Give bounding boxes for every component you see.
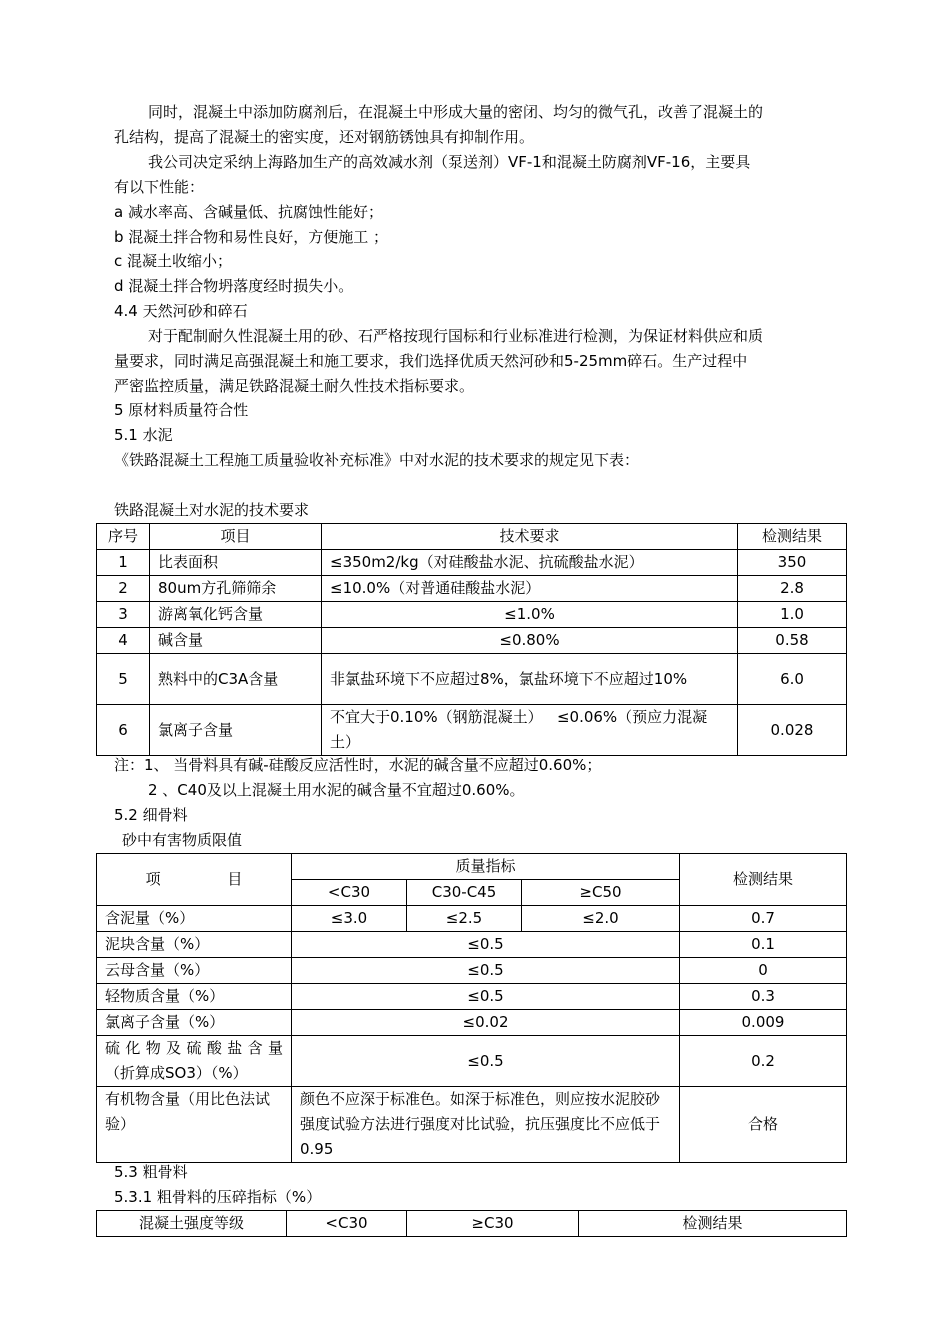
cell-result: 0.009	[680, 1010, 847, 1036]
cell-limit: ≤0.5	[292, 1036, 680, 1087]
section-heading-4-4: 4.4 天然河砂和碎石	[114, 302, 248, 320]
cell-result: 0.028	[738, 705, 847, 756]
section-heading-5: 5 原材料质量符合性	[114, 401, 249, 419]
table-row	[97, 958, 847, 984]
cement-requirements-table	[96, 523, 847, 756]
cell-item	[97, 1036, 292, 1087]
cell-item-line: （折算成SO3）（%）	[105, 1064, 248, 1082]
cell-limit: ≤0.5	[292, 958, 680, 984]
cell-no: 2	[97, 576, 150, 602]
table-row	[97, 576, 847, 602]
table-row	[97, 932, 847, 958]
cell-item: 云母含量（%）	[97, 958, 292, 984]
cell-item: 碱含量	[150, 628, 322, 654]
table-caption-sand: 砂中有害物质限值	[122, 831, 243, 849]
cell-item: 游离氧化钙含量	[150, 602, 322, 628]
cell-requirement: ≤0.80%	[322, 628, 738, 654]
cell-item: 泥块含量（%）	[97, 932, 292, 958]
list-item-d: d 混凝土拌合物坍落度经时损失小。	[114, 277, 354, 295]
section-heading-5-2: 5.2 细骨料	[114, 806, 188, 824]
cell-result: 0.58	[738, 628, 847, 654]
cell-no: 6	[97, 705, 150, 756]
header-cell: 项目	[150, 524, 322, 550]
cell-requirement: ≤1.0%	[322, 602, 738, 628]
table-caption-cement: 铁路混凝土对水泥的技术要求	[114, 501, 310, 519]
paragraph-line: 孔结构，提高了混凝土的密实度，还对钢筋锈蚀具有抑制作用。	[114, 128, 535, 146]
cell-result: 2.8	[738, 576, 847, 602]
paragraph-line: 《铁路混凝土工程施工质量验收补充标准》中对水泥的技术要求的规定见下表：	[114, 451, 640, 469]
grade-header: <C30	[292, 880, 407, 906]
table-row	[97, 654, 847, 705]
cell-result: 0.7	[680, 906, 847, 932]
sand-harmful-substance-table	[96, 853, 847, 1163]
cell-item: 轻物质含量（%）	[97, 984, 292, 1010]
header-cell: 技术要求	[322, 524, 738, 550]
cell-item: 氯离子含量	[150, 705, 322, 756]
cell-no: 4	[97, 628, 150, 654]
header-cell: 序号	[97, 524, 150, 550]
table-row	[97, 1010, 847, 1036]
cell-item-line: 硫化物及硫酸盐含量	[105, 1039, 283, 1057]
table-row	[97, 906, 847, 932]
header-item: 项 目	[97, 854, 292, 906]
table-row	[97, 1036, 847, 1087]
cell-item: 氯离子含量（%）	[97, 1010, 292, 1036]
cell-no: 1	[97, 550, 150, 576]
cell-limit: ≤0.5	[292, 984, 680, 1010]
header-cell: 检测结果	[738, 524, 847, 550]
list-item-b: b 混凝土拌合物和易性良好，方便施工 ；	[114, 228, 389, 246]
grade-header: ≥C50	[522, 880, 680, 906]
cell-item: 含泥量（%）	[97, 906, 292, 932]
paragraph-line: 对于配制耐久性混凝土用的砂、石严格按现行国标和行业标准进行检测，为保证材料供应和质	[148, 327, 764, 345]
header-cell: ≥C30	[407, 1211, 579, 1237]
cell-limit: ≤0.02	[292, 1010, 680, 1036]
table-row	[97, 1087, 847, 1163]
cell-value: ≤2.0	[522, 906, 680, 932]
cell-result: 1.0	[738, 602, 847, 628]
list-item-c: c 混凝土收缩小；	[114, 252, 233, 270]
paragraph-line: 我公司决定采纳上海路加生产的高效减水剂（泵送剂）VF-1和混凝土防腐剂VF-16，主要具	[148, 153, 751, 171]
list-item-a: a 减水率高、含碱量低、抗腐蚀性能好；	[114, 203, 383, 221]
cell-result: 6.0	[738, 654, 847, 705]
header-result: 检测结果	[680, 854, 847, 906]
table-row	[97, 602, 847, 628]
cell-value: ≤2.5	[407, 906, 522, 932]
paragraph-line: 量要求，同时满足高强混凝土和施工要求，我们选择优质天然河砂和5-25mm碎石。生产过程中	[114, 352, 748, 370]
table-row	[97, 550, 847, 576]
paragraph-line: 严密监控质量，满足铁路混凝土耐久性技术指标要求。	[114, 377, 475, 395]
cell-limit: ≤0.5	[292, 932, 680, 958]
cell-item: 80um方孔筛筛余	[150, 576, 322, 602]
cell-no: 3	[97, 602, 150, 628]
cell-value: ≤3.0	[292, 906, 407, 932]
header-quality: 质量指标	[292, 854, 680, 880]
cell-requirement: 不宜大于0.10%（钢筋混凝土） ≤0.06%（预应力混凝土）	[322, 705, 738, 756]
cell-item: 比表面积	[150, 550, 322, 576]
grade-header: C30-C45	[407, 880, 522, 906]
section-heading-5-3-1: 5.3.1 粗骨料的压碎指标（%）	[114, 1188, 322, 1206]
table-row	[97, 628, 847, 654]
cell-requirement: 非氯盐环境下不应超过8%，氯盐环境下不应超过10%	[322, 654, 738, 705]
cell-requirement: ≤10.0%（对普通硅酸盐水泥）	[322, 576, 738, 602]
cell-result: 0.3	[680, 984, 847, 1010]
cell-result: 0	[680, 958, 847, 984]
note-line-2: 2 、C40及以上混凝土用水泥的碱含量不宜超过0.60%。	[148, 781, 525, 799]
cell-requirement: ≤350m2/kg（对硅酸盐水泥、抗硫酸盐水泥）	[322, 550, 738, 576]
header-cell: 混凝土强度等级	[97, 1211, 287, 1237]
cell-item: 有机物含量（用比色法试验）	[97, 1087, 292, 1163]
note-line-1: 注：1、 当骨料具有碱-硅酸反应活性时，水泥的碱含量不应超过0.60%；	[114, 756, 602, 774]
crushing-index-table	[96, 1210, 847, 1237]
cell-item: 熟料中的C3A含量	[150, 654, 322, 705]
table-row	[97, 984, 847, 1010]
cell-no: 5	[97, 654, 150, 705]
header-cell: 检测结果	[579, 1211, 847, 1237]
paragraph-line: 有以下性能：	[114, 178, 205, 196]
paragraph-line: 同时，混凝土中添加防腐剂后，在混凝土中形成大量的密闭、均匀的微气孔，改善了混凝土的	[148, 103, 764, 121]
section-heading-5-3: 5.3 粗骨料	[114, 1163, 188, 1181]
cell-result: 0.2	[680, 1036, 847, 1087]
section-heading-5-1: 5.1 水泥	[114, 426, 173, 444]
cell-result: 合格	[680, 1087, 847, 1163]
table-row	[97, 705, 847, 756]
header-cell: <C30	[287, 1211, 407, 1237]
cell-limit: 颜色不应深于标准色。如深于标准色，则应按水泥胶砂强度试验方法进行强度对比试验，抗压强度比不应低于0.95	[292, 1087, 680, 1163]
cell-result: 350	[738, 550, 847, 576]
cell-result: 0.1	[680, 932, 847, 958]
